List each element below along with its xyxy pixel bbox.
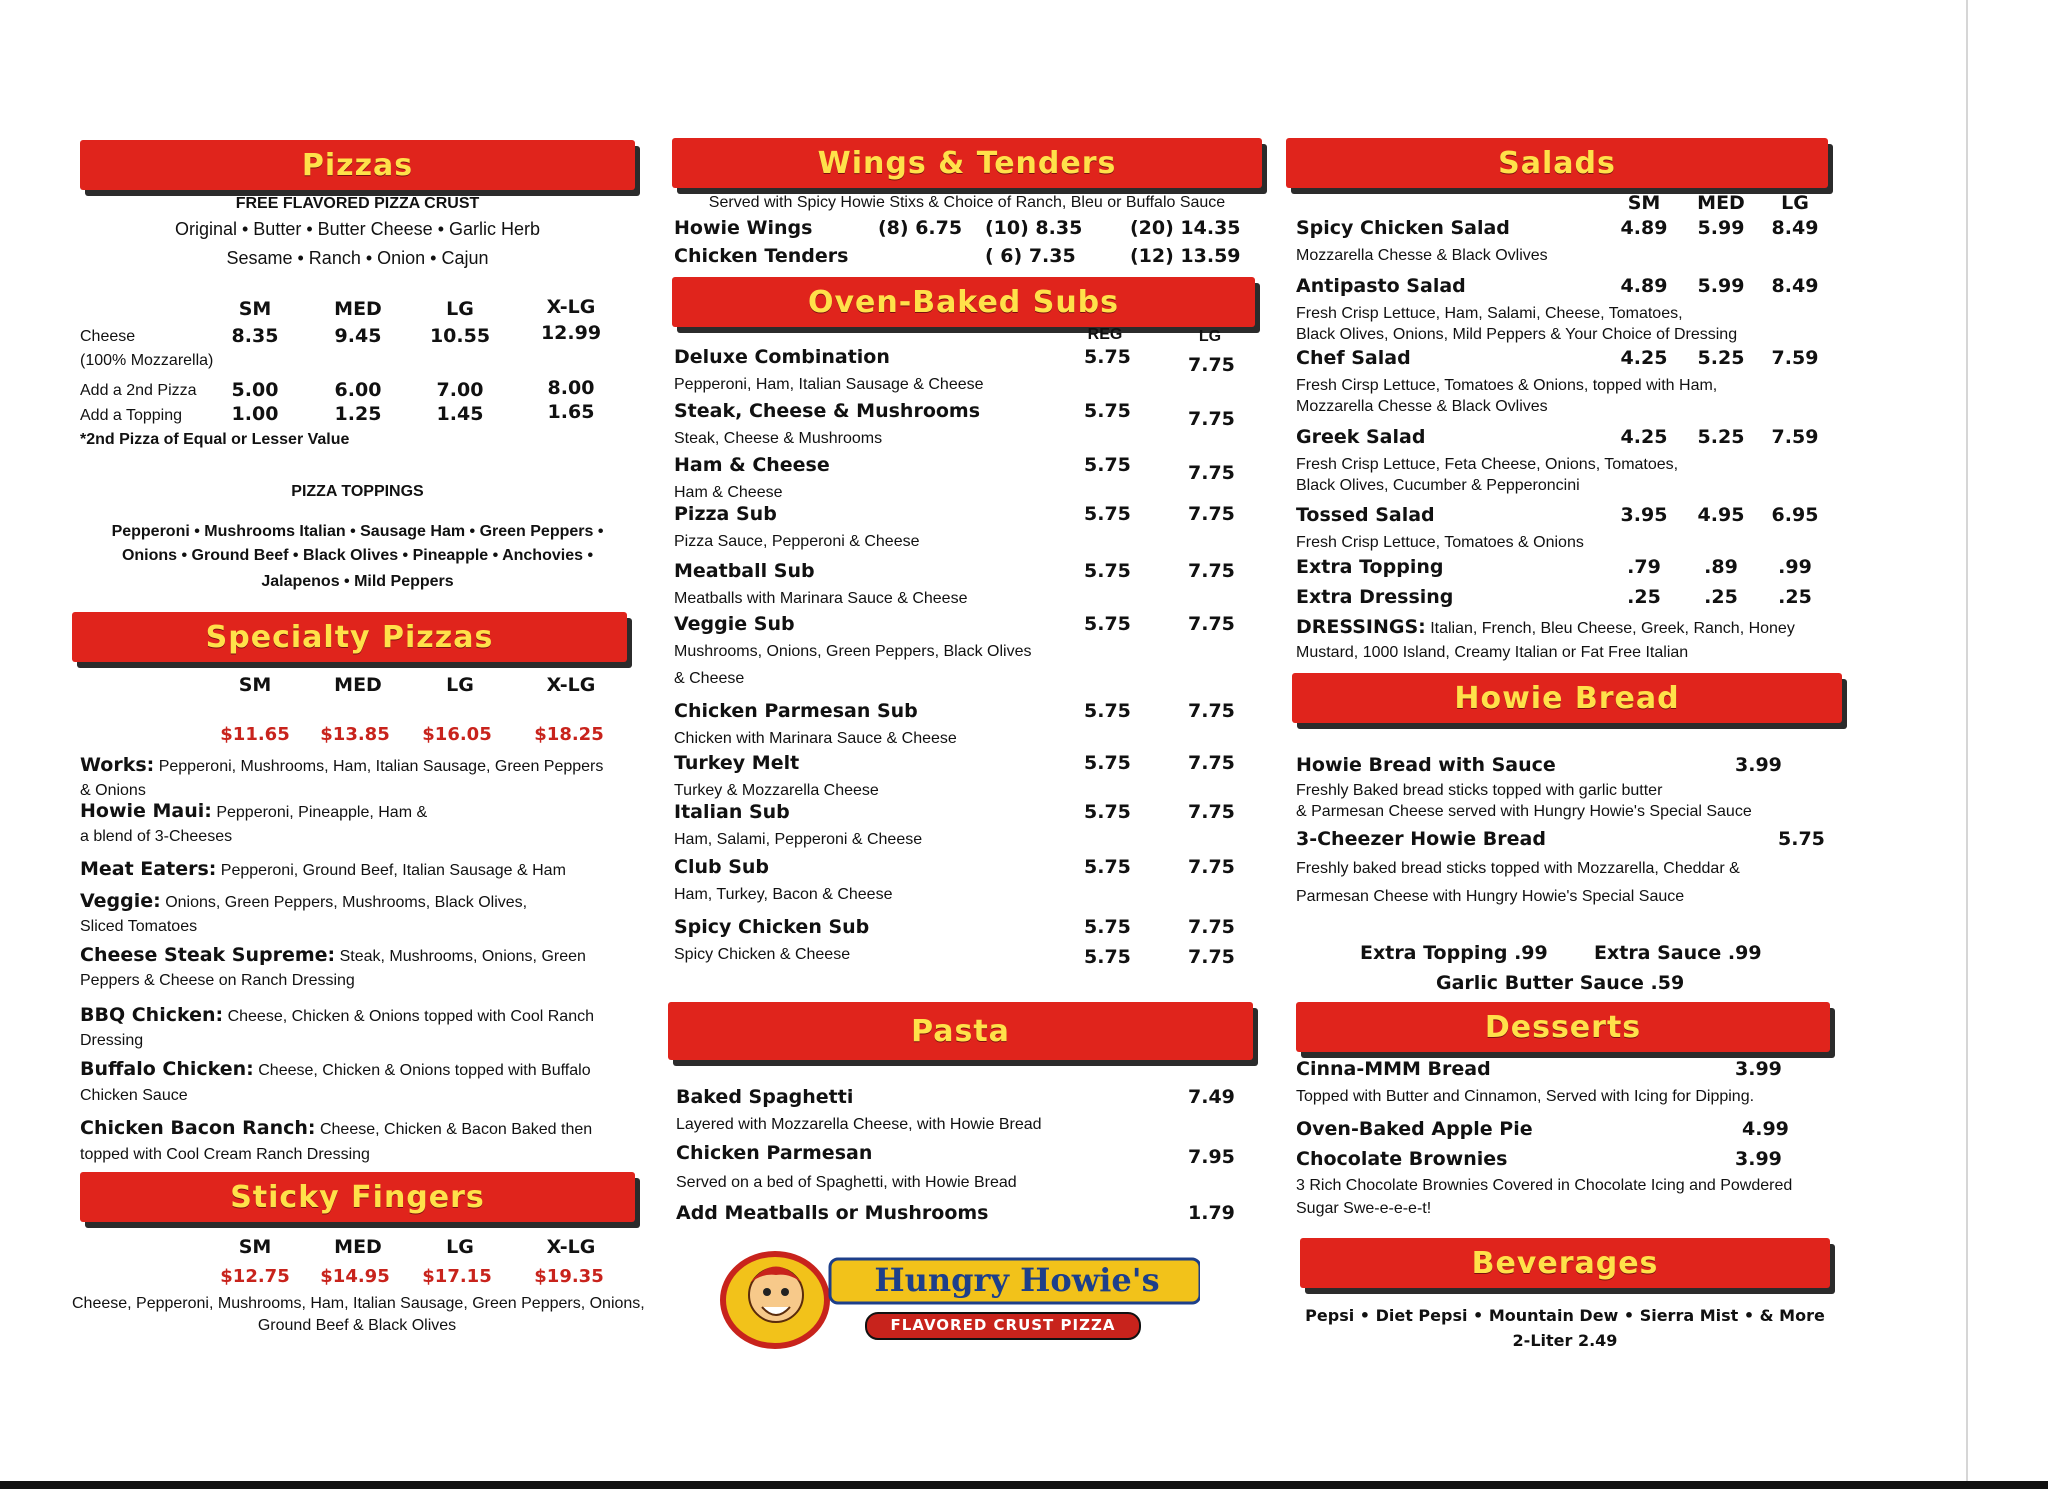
subs-banner xyxy=(672,277,1255,327)
size-sm: SM xyxy=(238,298,272,320)
specialty-size-sm: SM xyxy=(238,674,272,696)
cheese-price-lg: 10.55 xyxy=(429,325,491,347)
specialty-desc-2: Peppers & Cheese on Ranch Dressing xyxy=(80,972,355,989)
bread-desc-2: & Parmesan Cheese served with Hungry Howie's Special Sauce xyxy=(1296,803,1752,820)
wings-price-10: (10) 8.35 xyxy=(985,217,1083,239)
tenders-price-12: (12) 13.59 xyxy=(1130,245,1241,267)
sub-name: Chicken Parmesan Sub xyxy=(674,700,918,722)
wings-price-8: (8) 6.75 xyxy=(878,217,963,239)
cheese-sub: (100% Mozzarella) xyxy=(80,352,214,369)
dessert-price: 4.99 xyxy=(1742,1118,1789,1140)
sticky-price-sm: $12.75 xyxy=(220,1266,290,1287)
sub-price-lg: 7.75 xyxy=(1188,916,1235,938)
specialty-desc: Cheese, Chicken & Onions topped with Cool Ranch xyxy=(223,1008,594,1025)
salad-price: 4.25 xyxy=(1620,347,1668,369)
salads-banner xyxy=(1286,138,1828,188)
add-topping-sm: 1.00 xyxy=(231,403,279,425)
bread-desc: Freshly Baked bread sticks topped with garlic butter xyxy=(1296,782,1663,799)
specialty-desc-2: Dressing xyxy=(80,1032,144,1049)
logo-tagline: FLAVORED CRUST PIZZA xyxy=(890,1316,1116,1334)
sub-name: Deluxe Combination xyxy=(674,346,890,368)
sub-price-lg: 7.75 xyxy=(1188,946,1235,968)
sub-price-reg: 5.75 xyxy=(1084,613,1131,635)
sub-name: Club Sub xyxy=(674,856,770,878)
salad-name: Tossed Salad xyxy=(1296,504,1435,526)
wings-title: Wings & Tenders xyxy=(817,145,1117,181)
specialty-size-med: MED xyxy=(334,674,382,696)
page-edge-line xyxy=(1966,0,1968,1489)
add-topping-label: Add a Topping xyxy=(80,407,183,424)
sub-desc: Ham & Cheese xyxy=(674,484,783,501)
specialty-desc-2: topped with Cool Cream Ranch Dressing xyxy=(80,1146,370,1163)
salads-title: Salads xyxy=(1498,145,1616,181)
sub-price-lg: 7.75 xyxy=(1188,752,1235,774)
dessert-name: Oven-Baked Apple Pie xyxy=(1296,1118,1533,1140)
bread-name: Howie Bread with Sauce xyxy=(1296,754,1556,776)
salad-desc-2: Black Olives, Cucumber & Pepperoncini xyxy=(1296,477,1580,494)
dessert-name: Chocolate Brownies xyxy=(1296,1148,1508,1170)
sub-name: Spicy Chicken Sub xyxy=(674,916,870,938)
cheese-label: Cheese xyxy=(80,328,136,345)
beverages-line2: 2-Liter 2.49 xyxy=(1512,1331,1618,1350)
cheese-price-med: 9.45 xyxy=(334,325,382,347)
specialty-meat-eaters xyxy=(80,858,566,880)
dessert-desc: Topped with Butter and Cinnamon, Served with Icing for Dipping. xyxy=(1296,1088,1755,1105)
dessert-price: 3.99 xyxy=(1735,1058,1782,1080)
size-med: MED xyxy=(334,298,382,320)
sub-desc: Ham, Turkey, Bacon & Cheese xyxy=(674,886,893,903)
bread-title: Howie Bread xyxy=(1454,680,1680,716)
sub-price-lg: 7.75 xyxy=(1188,503,1235,525)
second-pizza-lg: 7.00 xyxy=(436,379,484,401)
salad-price: 4.89 xyxy=(1620,275,1668,297)
sub-price-lg: 7.75 xyxy=(1188,700,1235,722)
salad-price: .25 xyxy=(1704,586,1738,608)
pasta-name: Baked Spaghetti xyxy=(676,1086,854,1108)
sticky-size-xlg: X-LG xyxy=(546,1236,596,1258)
salad-price: .99 xyxy=(1778,556,1812,578)
bread-price: 5.75 xyxy=(1778,828,1825,850)
specialty-cheese-steak xyxy=(80,944,586,966)
sub-desc: Ham, Salami, Pepperoni & Cheese xyxy=(674,831,923,848)
tenders-name: Chicken Tenders xyxy=(674,245,849,267)
beverages-line1: Pepsi • Diet Pepsi • Mountain Dew • Sierra Mist • & More xyxy=(1305,1306,1825,1325)
specialty-desc: Onions, Green Peppers, Mushrooms, Black Olives, xyxy=(160,894,528,911)
pasta-title: Pasta xyxy=(911,1013,1010,1049)
pasta-price: 1.79 xyxy=(1188,1202,1235,1224)
specialty-desc: Cheese, Chicken & Bacon Baked then xyxy=(315,1121,593,1138)
salad-price: 7.59 xyxy=(1771,426,1819,448)
crust-line1: Original • Butter • Butter Cheese • Garlic Herb xyxy=(174,219,541,239)
sub-price-reg: 5.75 xyxy=(1084,503,1131,525)
salad-size-med: MED xyxy=(1697,192,1745,214)
add-topping-xlg: 1.65 xyxy=(547,401,595,423)
salad-desc-2: Mozzarella Chesse & Black Ovlives xyxy=(1296,398,1548,415)
salad-desc: Mozzarella Chesse & Black Ovlives xyxy=(1296,247,1548,264)
sub-price-lg: 7.75 xyxy=(1188,801,1235,823)
salad-name: Greek Salad xyxy=(1296,426,1426,448)
pasta-desc: Served on a bed of Spaghetti, with Howie Bread xyxy=(676,1174,1017,1191)
specialty-name: BBQ Chicken: xyxy=(80,1004,224,1026)
sub-price-reg: 5.75 xyxy=(1084,560,1131,582)
salad-price: 5.25 xyxy=(1697,426,1745,448)
specialty-desc-2: Chicken Sauce xyxy=(80,1087,188,1104)
specialty-size-xlg: X-LG xyxy=(546,674,596,696)
specialty-desc: Pepperoni, Pineapple, Ham & xyxy=(211,804,428,821)
toppings-line1: Pepperoni • Mushrooms Italian • Sausage Ham • Green Peppers • xyxy=(111,523,604,540)
specialty-bbq-chicken xyxy=(80,1004,594,1026)
salad-price: .25 xyxy=(1627,586,1661,608)
salad-price: .25 xyxy=(1778,586,1812,608)
sub-name: Italian Sub xyxy=(674,801,790,823)
crust-line2: Sesame • Ranch • Onion • Cajun xyxy=(226,248,489,268)
salad-name: Extra Dressing xyxy=(1296,586,1454,608)
bread-extra-sauce: Extra Sauce .99 xyxy=(1594,942,1762,964)
pizzas-banner xyxy=(80,140,635,190)
salad-price: .89 xyxy=(1704,556,1738,578)
hungry-howies-logo xyxy=(720,1245,1200,1355)
specialty-name: Cheese Steak Supreme: xyxy=(80,944,336,966)
crust-title: FREE FLAVORED PIZZA CRUST xyxy=(235,195,480,212)
bread-banner xyxy=(1292,673,1842,723)
sticky-price-lg: $17.15 xyxy=(422,1266,492,1287)
sub-price-reg: 5.75 xyxy=(1084,454,1131,476)
sub-desc: Steak, Cheese & Mushrooms xyxy=(674,430,883,447)
sub-price-lg: 7.75 xyxy=(1188,856,1235,878)
toppings-line2: Onions • Ground Beef • Black Olives • Pineapple • Anchovies • xyxy=(121,547,594,564)
salad-desc: Fresh Crisp Lettuce, Feta Cheese, Onions, Tomatoes, xyxy=(1296,456,1679,473)
sticky-price-med: $14.95 xyxy=(320,1266,390,1287)
salad-price: 5.99 xyxy=(1697,275,1745,297)
desserts-banner xyxy=(1296,1002,1830,1052)
sub-name: Veggie Sub xyxy=(674,613,795,635)
sub-price-lg: 7.75 xyxy=(1188,408,1235,430)
sub-name: Steak, Cheese & Mushrooms xyxy=(674,400,981,422)
wings-intro: Served with Spicy Howie Stixs & Choice of Ranch, Bleu or Buffalo Sauce xyxy=(708,194,1226,211)
pasta-desc: Layered with Mozzarella Cheese, with Howie Bread xyxy=(676,1116,1042,1133)
pasta-price: 7.49 xyxy=(1188,1086,1235,1108)
specialty-banner xyxy=(72,612,627,662)
salad-price: 5.25 xyxy=(1697,347,1745,369)
second-pizza-xlg: 8.00 xyxy=(547,377,595,399)
specialty-desc: Steak, Mushrooms, Onions, Green xyxy=(335,948,586,965)
salad-name: Spicy Chicken Salad xyxy=(1296,217,1510,239)
dressings-line2: Mustard, 1000 Island, Creamy Italian or Fat Free Italian xyxy=(1296,644,1689,661)
dessert-name: Cinna-MMM Bread xyxy=(1296,1058,1491,1080)
bread-desc: Freshly baked bread sticks topped with Mozzarella, Cheddar & xyxy=(1296,860,1740,877)
pizzas-title: Pizzas xyxy=(301,147,414,183)
salad-desc: Fresh Cirsp Lettuce, Tomatoes & Onions, topped with Ham, xyxy=(1296,377,1718,394)
sub-price-reg: 5.75 xyxy=(1084,752,1131,774)
pasta-name: Add Meatballs or Mushrooms xyxy=(676,1202,989,1224)
sub-price-reg: 5.75 xyxy=(1084,916,1131,938)
sub-name: Meatball Sub xyxy=(674,560,815,582)
pasta-banner xyxy=(668,1002,1253,1060)
specialty-desc-2: & Onions xyxy=(80,782,146,799)
specialty-price-lg: $16.05 xyxy=(422,724,492,745)
specialty-price-xlg: $18.25 xyxy=(534,724,604,745)
specialty-desc-2: Sliced Tomatoes xyxy=(80,918,198,935)
subs-reg-header: REG xyxy=(1087,326,1123,343)
beverages-banner xyxy=(1300,1238,1830,1288)
scan-bottom-edge xyxy=(0,1481,2048,1489)
salad-size-sm: SM xyxy=(1627,192,1661,214)
salad-price: 6.95 xyxy=(1771,504,1819,526)
pasta-name: Chicken Parmesan xyxy=(676,1142,873,1164)
sub-price-reg: 5.75 xyxy=(1084,946,1131,968)
salad-desc: Fresh Crisp Lettuce, Tomatoes & Onions xyxy=(1296,534,1584,551)
specialty-name: Meat Eaters: xyxy=(80,858,217,880)
second-pizza-med: 6.00 xyxy=(334,379,382,401)
salad-price: 8.49 xyxy=(1771,275,1819,297)
specialty-chicken-bacon-ranch xyxy=(80,1117,592,1139)
sub-price-lg: 7.75 xyxy=(1188,354,1235,376)
salad-price: 5.99 xyxy=(1697,217,1745,239)
specialty-desc: Pepperoni, Mushrooms, Ham, Italian Sausage, Green Peppers xyxy=(154,758,604,775)
sub-desc-2: & Cheese xyxy=(674,670,745,687)
salad-desc-2: Black Olives, Onions, Mild Peppers & Your Choice of Dressing xyxy=(1296,326,1738,343)
specialty-size-lg: LG xyxy=(446,674,474,696)
sub-desc: Turkey & Mozzarella Cheese xyxy=(674,782,879,799)
bread-desc-2: Parmesan Cheese with Hungry Howie's Special Sauce xyxy=(1296,888,1685,905)
bread-name: 3-Cheezer Howie Bread xyxy=(1296,828,1546,850)
bread-extra-topping: Extra Topping .99 xyxy=(1360,942,1548,964)
sticky-size-lg: LG xyxy=(446,1236,474,1258)
add-topping-lg: 1.45 xyxy=(436,403,484,425)
salad-name: Extra Topping xyxy=(1296,556,1444,578)
sub-price-reg: 5.75 xyxy=(1084,346,1131,368)
second-pizza-label: Add a 2nd Pizza xyxy=(80,382,197,399)
sub-price-lg: 7.75 xyxy=(1188,613,1235,635)
salad-name: Chef Salad xyxy=(1296,347,1411,369)
specialty-title: Specialty Pizzas xyxy=(205,619,494,655)
sub-desc: Chicken with Marinara Sauce & Cheese xyxy=(674,730,957,747)
beverages-title: Beverages xyxy=(1471,1245,1659,1281)
sub-desc: Meatballs with Marinara Sauce & Cheese xyxy=(674,590,968,607)
dessert-desc: 3 Rich Chocolate Brownies Covered in Chocolate Icing and Powdered xyxy=(1296,1177,1793,1194)
pasta-price: 7.95 xyxy=(1188,1146,1235,1168)
wings-name: Howie Wings xyxy=(674,217,813,239)
salad-desc: Fresh Crisp Lettuce, Ham, Salami, Cheese, Tomatoes, xyxy=(1296,305,1683,322)
dressings xyxy=(1296,616,1795,638)
sticky-title: Sticky Fingers xyxy=(230,1179,485,1215)
sticky-desc1: Cheese, Pepperoni, Mushrooms, Ham, Italian Sausage, Green Peppers, Onions, xyxy=(72,1295,645,1312)
sub-price-lg: 7.75 xyxy=(1188,462,1235,484)
toppings-title: PIZZA TOPPINGS xyxy=(291,483,424,500)
specialty-desc: Pepperoni, Ground Beef, Italian Sausage & Ham xyxy=(216,862,566,879)
sticky-price-xlg: $19.35 xyxy=(534,1266,604,1287)
size-xlg: X-LG xyxy=(546,296,596,318)
salad-price: .79 xyxy=(1627,556,1661,578)
salad-size-lg: LG xyxy=(1781,192,1809,214)
sticky-desc2: Ground Beef & Black Olives xyxy=(257,1317,457,1334)
tenders-price-6: ( 6) 7.35 xyxy=(985,245,1076,267)
toppings-line3: Jalapenos • Mild Peppers xyxy=(261,573,454,590)
specialty-veggie xyxy=(80,890,527,912)
specialty-name: Works: xyxy=(80,754,155,776)
dressings-line1: Italian, French, Bleu Cheese, Greek, Ranch, Honey xyxy=(1425,620,1795,637)
cheese-price-xlg: 12.99 xyxy=(540,322,602,344)
wings-banner xyxy=(672,138,1262,188)
specialty-works xyxy=(80,754,603,776)
specialty-howie-maui xyxy=(80,800,427,822)
subs-title: Oven-Baked Subs xyxy=(807,284,1120,320)
sub-desc: Pizza Sauce, Pepperoni & Cheese xyxy=(674,533,920,550)
salad-price: 7.59 xyxy=(1771,347,1819,369)
bread-price: 3.99 xyxy=(1735,754,1782,776)
salad-price: 8.49 xyxy=(1771,217,1819,239)
specialty-desc-2: a blend of 3-Cheeses xyxy=(80,828,233,845)
sub-price-reg: 5.75 xyxy=(1084,801,1131,823)
sub-price-reg: 5.75 xyxy=(1084,400,1131,422)
salad-name: Antipasto Salad xyxy=(1296,275,1466,297)
specialty-name: Howie Maui: xyxy=(80,800,212,822)
bread-garlic-sauce: Garlic Butter Sauce .59 xyxy=(1436,972,1685,994)
specialty-desc: Cheese, Chicken & Onions topped with Buffalo xyxy=(253,1062,591,1079)
sub-price-reg: 5.75 xyxy=(1084,700,1131,722)
logo-name: Hungry Howie's xyxy=(874,1261,1160,1299)
sub-price-reg: 5.75 xyxy=(1084,856,1131,878)
sub-name: Pizza Sub xyxy=(674,503,777,525)
size-lg: LG xyxy=(446,298,474,320)
sticky-size-sm: SM xyxy=(238,1236,272,1258)
sub-name: Ham & Cheese xyxy=(674,454,830,476)
specialty-name: Chicken Bacon Ranch: xyxy=(80,1117,316,1139)
specialty-buffalo-chicken xyxy=(80,1058,591,1080)
specialty-price-sm: $11.65 xyxy=(220,724,290,745)
cheese-price-sm: 8.35 xyxy=(231,325,279,347)
desserts-title: Desserts xyxy=(1484,1009,1642,1045)
wings-price-20: (20) 14.35 xyxy=(1130,217,1241,239)
sub-name: Turkey Melt xyxy=(674,752,800,774)
sticky-banner xyxy=(80,1172,635,1222)
sub-desc: Pepperoni, Ham, Italian Sausage & Cheese xyxy=(674,376,984,393)
second-pizza-sm: 5.00 xyxy=(231,379,279,401)
specialty-name: Veggie: xyxy=(80,890,161,912)
dressings-label: DRESSINGS: xyxy=(1296,616,1426,638)
specialty-name: Buffalo Chicken: xyxy=(80,1058,254,1080)
sub-price-lg: 7.75 xyxy=(1188,560,1235,582)
salad-price: 4.95 xyxy=(1697,504,1745,526)
salad-price: 4.25 xyxy=(1620,426,1668,448)
sub-desc: Mushrooms, Onions, Green Peppers, Black Olives xyxy=(674,643,1032,660)
specialty-price-med: $13.85 xyxy=(320,724,390,745)
salad-price: 3.95 xyxy=(1620,504,1668,526)
dessert-price: 3.99 xyxy=(1735,1148,1782,1170)
add-topping-med: 1.25 xyxy=(334,403,382,425)
sub-desc: Spicy Chicken & Cheese xyxy=(674,946,851,963)
subs-lg-header: LG xyxy=(1198,328,1222,345)
sticky-size-med: MED xyxy=(334,1236,382,1258)
salad-price: 4.89 xyxy=(1620,217,1668,239)
pizza-note: *2nd Pizza of Equal or Lesser Value xyxy=(80,431,350,448)
dessert-desc-2: Sugar Swe-e-e-e-t! xyxy=(1296,1200,1432,1217)
